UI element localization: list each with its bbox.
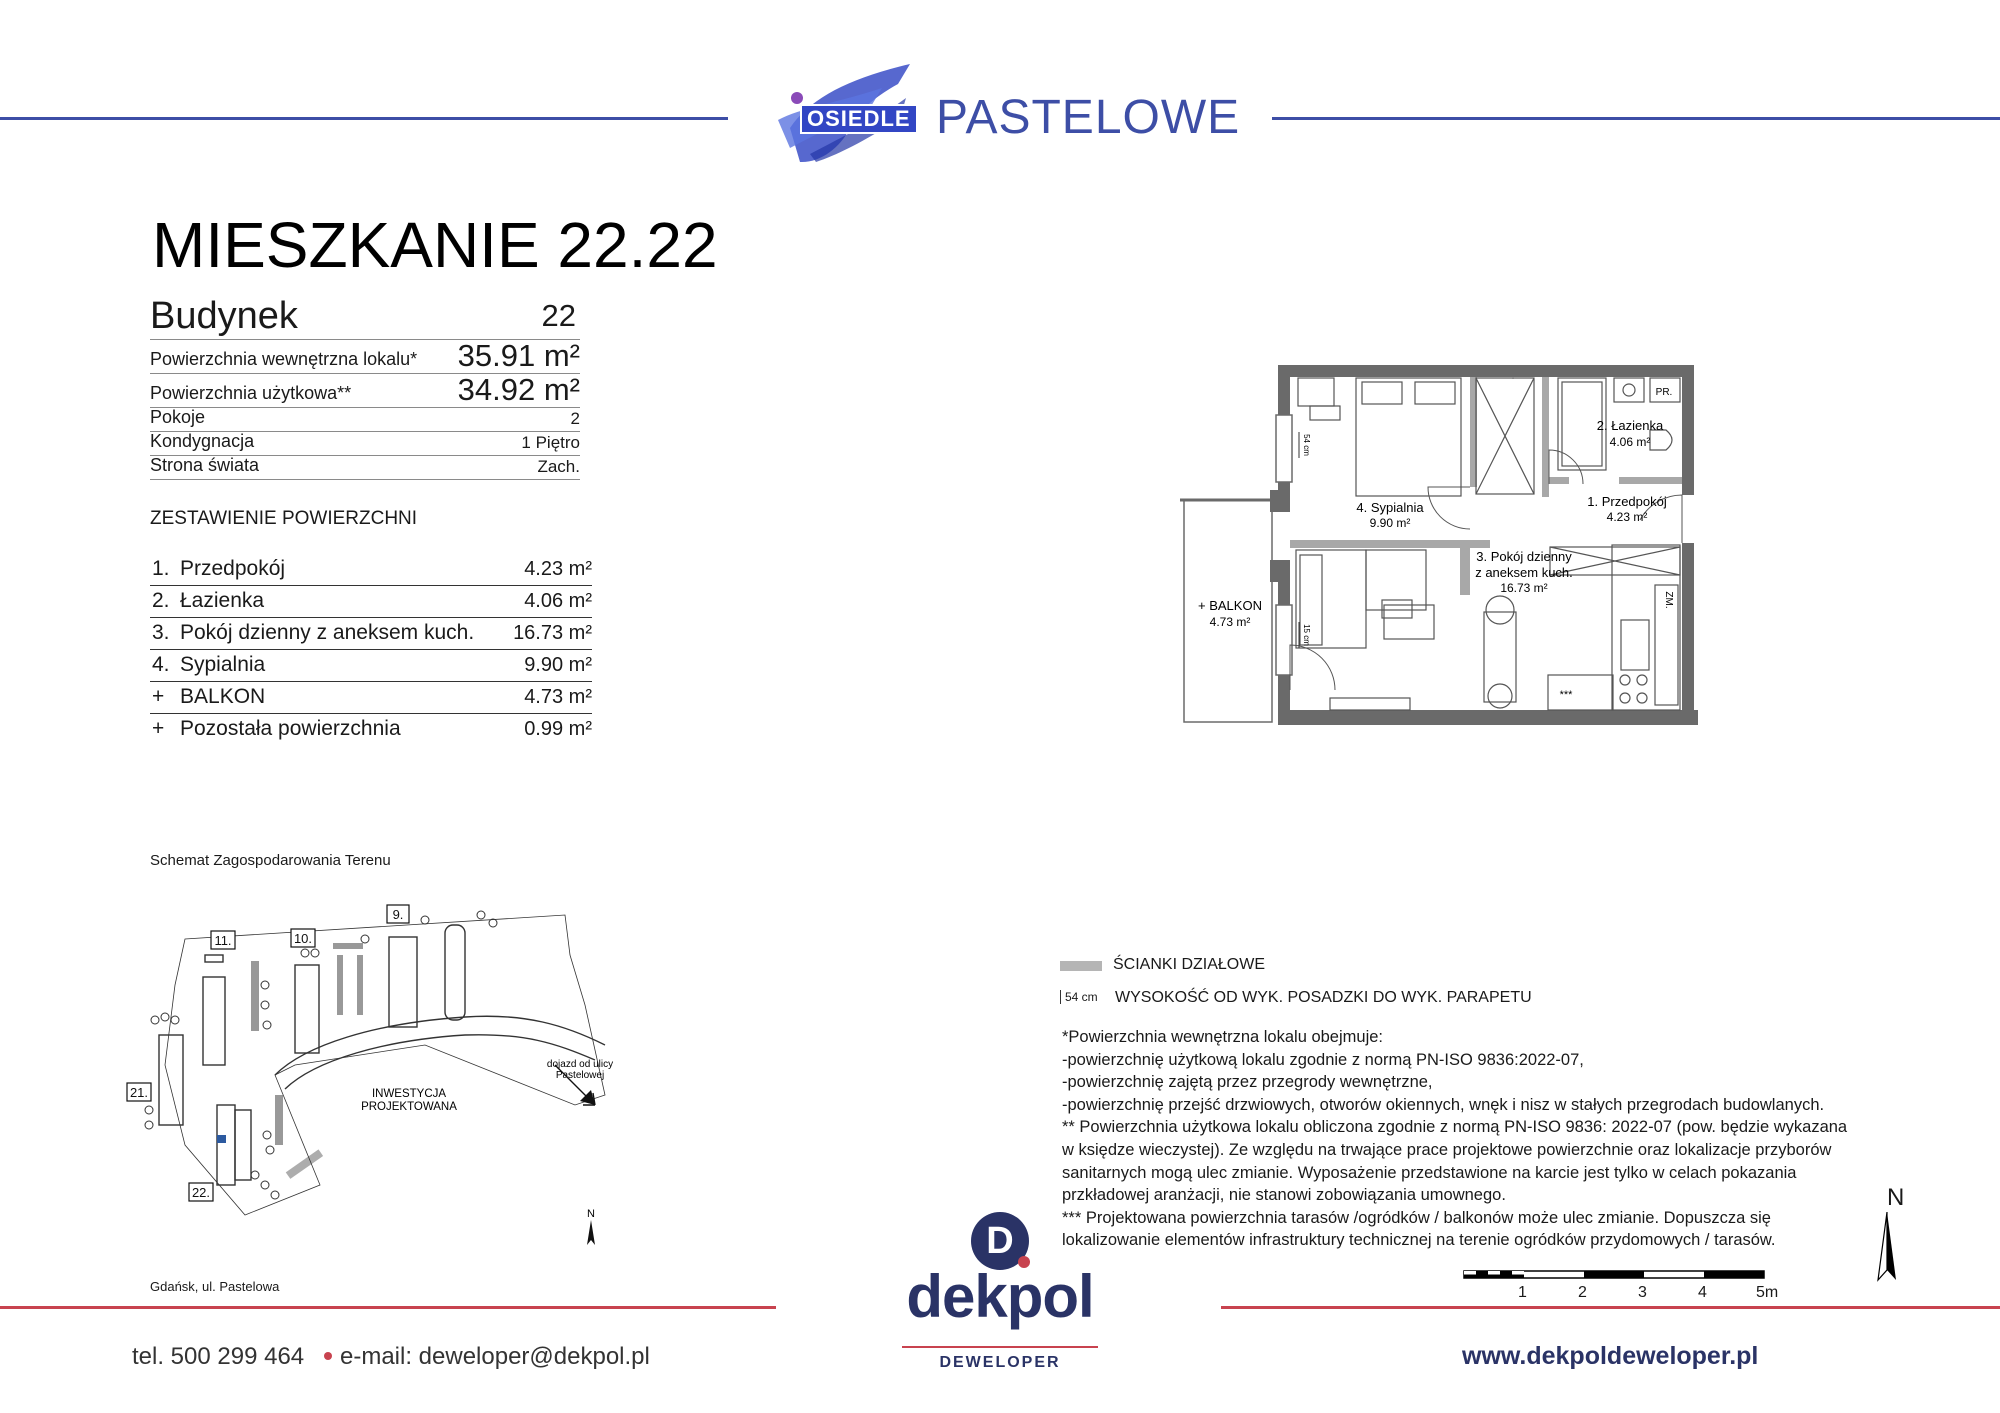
prop-row: [150, 454, 580, 478]
notes-block: [1062, 1026, 1848, 1252]
room-area-hall: 4.23 m²: [1606, 510, 1648, 524]
note-line: lokalizowanie elementów infrastruktury technicznej na terenie ogródków przydomowych / tarasów.: [1062, 1231, 1776, 1250]
footer-rule-left: [0, 1306, 776, 1309]
legend-sill-sample: 54 cm: [1060, 990, 1098, 1004]
room-area-balcony: 4.73 m²: [1209, 615, 1251, 629]
row-label: Przedpokój: [180, 557, 286, 580]
row-label: BALKON: [180, 685, 266, 708]
prop-value: 1 Piętro: [521, 433, 580, 452]
building-label-9: 9.: [392, 907, 404, 922]
footer-phone[interactable]: tel. 500 299 464: [132, 1343, 305, 1370]
access-label-2: Pastelowej: [555, 1070, 605, 1081]
scale-tick: 2: [1578, 1284, 1587, 1301]
room-label-bedroom: 4. Sypialnia: [1356, 500, 1424, 515]
summary-row: [150, 618, 592, 648]
room-label-living-2: z aneksem kuch.: [1475, 565, 1573, 580]
prop-row: [150, 430, 580, 454]
dekpol-logo: [880, 1200, 1120, 1380]
partition-swatch: [1060, 961, 1102, 971]
prop-label: Kondygnacja: [150, 431, 255, 451]
scale-bar: [1462, 1268, 1779, 1308]
prop-row: [150, 406, 580, 430]
building-label-10: 10.: [293, 931, 313, 946]
prop-value: 35.91 m²: [457, 338, 580, 373]
row-value: 4.73 m²: [524, 686, 592, 708]
prop-label: Pokoje: [150, 407, 206, 427]
room-area-bathroom: 4.06 m²: [1609, 435, 1651, 449]
building-value: 22: [541, 298, 576, 333]
scale-tick: 5m: [1756, 1284, 1779, 1301]
pr-mark: PR.: [1655, 387, 1673, 398]
row-number: 4.: [152, 653, 170, 676]
building-row: [150, 294, 580, 338]
prop-value: Zach.: [537, 457, 580, 476]
note-line: *Powierzchnia wewnętrzna lokalu obejmuje:: [1062, 1028, 1384, 1046]
row-number: +: [152, 685, 165, 708]
row-number: +: [152, 717, 165, 740]
north-arrow-icon: [1874, 1212, 1900, 1282]
note-line: w księdze wieczystej). Ze względu na trwające prace projektowe powierzchnie oraz lokalizacje przyborów: [1062, 1140, 1832, 1159]
room-label-hall: 1. Przedpokój: [1587, 494, 1667, 509]
site-title: Schemat Zagospodarowania Terenu: [150, 852, 391, 869]
row-label: Pokój dzienny z aneksem kuch.: [180, 621, 475, 644]
row-divider: [150, 479, 580, 480]
note-line: przkładowej aranżacji, nie stanowi zobowiązania umownego.: [1062, 1186, 1506, 1205]
row-value: 9.90 m²: [524, 654, 592, 676]
footer-rule-right: [1221, 1306, 2000, 1309]
scale-tick: 4: [1698, 1284, 1707, 1301]
note-line: -powierzchnię zajętą przez przegrody wewnętrzne,: [1062, 1073, 1433, 1092]
summary-row: [150, 714, 592, 744]
note-line: ** Powierzchnia użytkowa lokalu obliczona zgodnie z normą PN-ISO 9836: 2022-07 (pow. będzie wykazana: [1062, 1118, 1848, 1137]
prop-label: Powierzchnia wewnętrzna lokalu*: [150, 349, 418, 369]
logo-badge: OSIEDLE: [800, 104, 918, 134]
site-north-label: N: [587, 1208, 595, 1220]
dekpol-mark-letter: D: [986, 1220, 1014, 1262]
investment-label-2: PROJEKTOWANA: [361, 1101, 457, 1113]
row-label: Łazienka: [180, 589, 265, 612]
room-label-living: 3. Pokój dzienny: [1476, 549, 1572, 564]
legend-partition: ŚCIANKI DZIAŁOWE: [1113, 956, 1266, 973]
prop-row: [150, 338, 580, 372]
row-label: Pozostała powierzchnia: [180, 717, 401, 740]
row-number: 1.: [152, 557, 170, 580]
row-number: 2.: [152, 589, 170, 612]
building-label-21: 21.: [129, 1085, 149, 1100]
legend-sill: WYSOKOŚĆ OD WYK. POSADZKI DO WYK. PARAPETU: [1115, 989, 1532, 1006]
header-rule-left: [0, 117, 728, 120]
footer-separator-dot: [324, 1352, 332, 1360]
stars-mark: ***: [1559, 689, 1573, 701]
building-label-11: 11.: [214, 933, 232, 948]
access-label: dojazd od ulicy: [546, 1059, 614, 1070]
room-label-bathroom: 2. Łazienka: [1596, 418, 1664, 433]
logo-name: PASTELOWE: [936, 91, 1241, 144]
room-label-balcony: + BALKON: [1198, 598, 1262, 613]
summary-row: [150, 682, 592, 712]
sill-mark-2: 15 cm: [1302, 624, 1311, 646]
dekpol-brand: dekpol: [906, 1263, 1094, 1330]
summary-row: [150, 554, 592, 584]
scale-tick: 1: [1518, 1284, 1527, 1301]
summary-row: [150, 650, 592, 680]
row-value: 4.06 m²: [524, 590, 592, 612]
site-north-arrow-icon: [587, 1220, 595, 1245]
room-area-living: 16.73 m²: [1500, 581, 1548, 595]
row-value: 4.23 m²: [524, 558, 592, 580]
prop-label: Strona świata: [150, 455, 260, 475]
note-line: *** Projektowana powierzchnia tarasów /ogródków / balkonów może ulec zmianie. Dopuszcza się: [1062, 1208, 1771, 1227]
site-plan: [125, 895, 655, 1250]
building-label: Budynek: [150, 295, 298, 337]
footer-email[interactable]: e-mail: deweloper@dekpol.pl: [340, 1343, 650, 1370]
osiedle-logo: [770, 58, 920, 168]
summary-row: [150, 586, 592, 616]
building-label-22: 22.: [191, 1185, 211, 1200]
prop-value: 34.92 m²: [457, 372, 580, 407]
summary-heading: ZESTAWIENIE POWIERZCHNI: [150, 508, 418, 529]
row-label: Sypialnia: [180, 653, 266, 676]
row-value: 0.99 m²: [524, 718, 592, 740]
sill-mark-1: 54 cm: [1302, 434, 1311, 456]
site-location: Gdańsk, ul. Pastelowa: [150, 1279, 280, 1294]
prop-label: Powierzchnia użytkowa**: [150, 383, 352, 403]
note-line: sanitarnych mogą ulec zmianie. Wyposażenie przedstawione na karcie jest tylko w celach pokazania: [1062, 1163, 1797, 1182]
footer-website[interactable]: www.dekpoldeweloper.pl: [1462, 1342, 1759, 1370]
note-line: -powierzchnię użytkową lokalu zgodnie z normą PN-ISO 9836:2022-07,: [1062, 1050, 1584, 1069]
scale-tick: 3: [1638, 1284, 1647, 1301]
dekpol-sub: DEWELOPER: [939, 1354, 1061, 1371]
note-line: -powierzchnię przejść drzwiowych, otworów okiennych, wnęk i nisz w stałych przegrodach budowlanych.: [1062, 1095, 1825, 1114]
floor-plan: [1170, 360, 1720, 730]
page-title: MIESZKANIE 22.22: [152, 209, 718, 281]
dekpol-rule: [902, 1346, 1098, 1348]
prop-row: [150, 372, 580, 406]
row-value: 16.73 m²: [513, 622, 592, 644]
header-rule-right: [1272, 117, 2000, 120]
investment-label: INWESTYCJA: [371, 1088, 447, 1100]
room-area-bedroom: 9.90 m²: [1369, 516, 1411, 530]
prop-value: 2: [570, 409, 580, 428]
row-number: 3.: [152, 621, 170, 644]
north-label: N: [1887, 1184, 1905, 1211]
zm-mark: ZM.: [1663, 591, 1674, 609]
